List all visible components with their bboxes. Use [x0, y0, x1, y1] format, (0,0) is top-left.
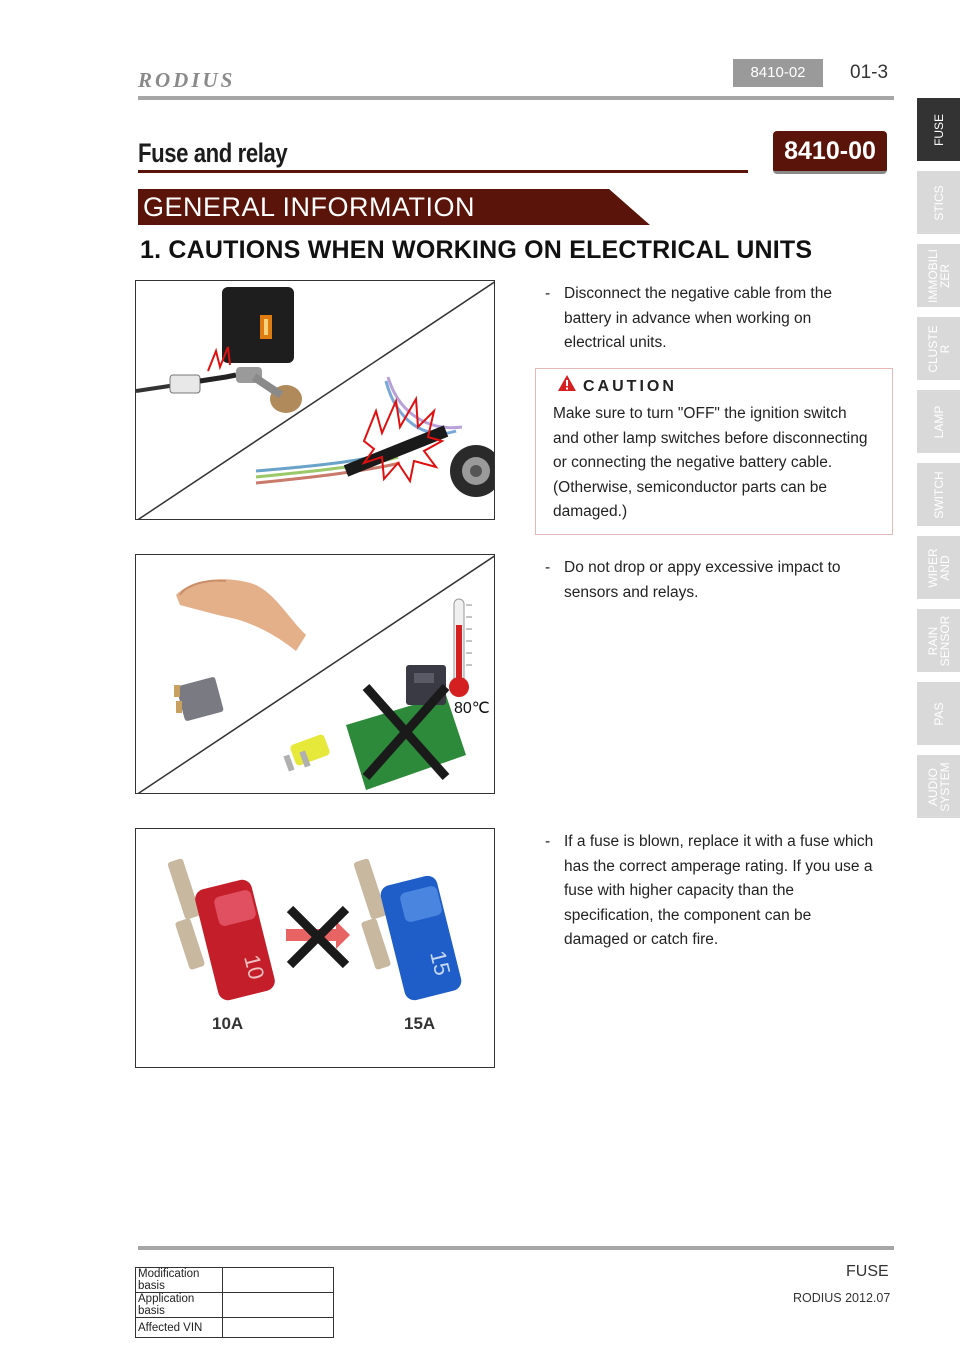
instruction-item	[545, 556, 875, 605]
temperature-label: 80℃	[454, 700, 490, 717]
side-tab-stics[interactable]	[917, 171, 960, 234]
caution-text: Make sure to turn "OFF" the ignition switch and other lamp switches before disconnecting or connecting the negative battery cable. (Otherwise, semiconductor parts can be damaged.)	[553, 405, 868, 520]
fuse-15-print: 15	[425, 948, 456, 978]
header-divider	[138, 96, 894, 100]
footer-section-name: FUSE	[846, 1263, 889, 1280]
figure-relay-impact	[135, 554, 495, 794]
fuse-10a-label: 10A	[212, 1014, 244, 1033]
table-cell-value	[223, 1268, 334, 1293]
table-row	[136, 1293, 334, 1318]
footer-model-date: RODIUS 2012.07	[793, 1291, 891, 1305]
warning-triangle-icon	[557, 374, 577, 392]
section-title: Fuse and relay	[138, 138, 288, 168]
general-information-label: GENERAL INFORMATION	[143, 192, 476, 222]
table-row	[136, 1318, 334, 1338]
side-tab-label: WIPER AND	[925, 547, 952, 588]
side-tab-pas[interactable]	[917, 682, 960, 745]
table-row	[136, 1268, 334, 1293]
side-tab-label: PAS	[931, 701, 946, 726]
modification-table	[135, 1267, 334, 1338]
instruction-text: If a fuse is blown, replace it with a fuse which has the correct amperage rating. If you use a fuse with higher capacity than the specification, the component can be damaged or catch fire.	[564, 833, 874, 948]
fuse-15a-label: 15A	[404, 1014, 436, 1033]
side-tab-switch[interactable]	[917, 463, 960, 526]
figure-battery-disconnect	[135, 280, 495, 520]
doc-code-badge: 8410-02	[733, 59, 823, 87]
caution-title: CAUTION	[583, 378, 677, 395]
table-cell-value	[223, 1293, 334, 1318]
table-cell-label: Modification basis	[136, 1268, 223, 1293]
side-tab-label: CLUSTE R	[925, 324, 952, 373]
fuse-10-print: 10	[239, 952, 270, 982]
footer-divider	[138, 1246, 894, 1250]
side-tab-cluster[interactable]	[917, 317, 960, 380]
side-tab-label: IMMOBILI ZER	[925, 248, 952, 303]
instruction-item	[545, 830, 875, 953]
side-tab-rain-sensor[interactable]	[917, 609, 960, 672]
table-cell-label: Application basis	[136, 1293, 223, 1318]
page-number: 01-3	[850, 62, 889, 83]
section-code-badge: 8410-00	[773, 131, 887, 174]
side-tab-label: STICS	[931, 184, 946, 221]
side-tab-label: RAIN SENSOR	[925, 615, 952, 666]
section-title-underline	[138, 170, 748, 173]
side-tab-label: FUSE	[931, 113, 946, 146]
table-cell-label: Affected VIN	[136, 1318, 223, 1338]
side-tab-immobilizer[interactable]	[917, 244, 960, 307]
side-tab-audio-system[interactable]	[917, 755, 960, 818]
instruction-text: Do not drop or appy excessive impact to sensors and relays.	[564, 559, 841, 601]
cautions-heading: 1. CAUTIONS WHEN WORKING ON ELECTRICAL UNITS	[140, 236, 813, 264]
bullet-dash: -	[545, 559, 551, 576]
figure-fuse-rating	[135, 828, 495, 1068]
side-tab-label: AUDIO SYSTEM	[925, 761, 952, 812]
bullet-dash: -	[545, 285, 551, 302]
side-tab-label: SWITCH	[931, 470, 946, 519]
side-tab-fuse[interactable]	[917, 98, 960, 161]
side-tab-lamp[interactable]	[917, 390, 960, 453]
bullet-dash: -	[545, 833, 551, 850]
side-tab-wiper[interactable]	[917, 536, 960, 599]
side-tab-label: LAMP	[931, 405, 946, 438]
instruction-text: Disconnect the negative cable from the battery in advance when working on electrical units.	[564, 285, 832, 351]
brand-logo: RODIUS	[138, 68, 236, 92]
table-cell-value	[223, 1318, 334, 1338]
instruction-item	[545, 282, 875, 356]
